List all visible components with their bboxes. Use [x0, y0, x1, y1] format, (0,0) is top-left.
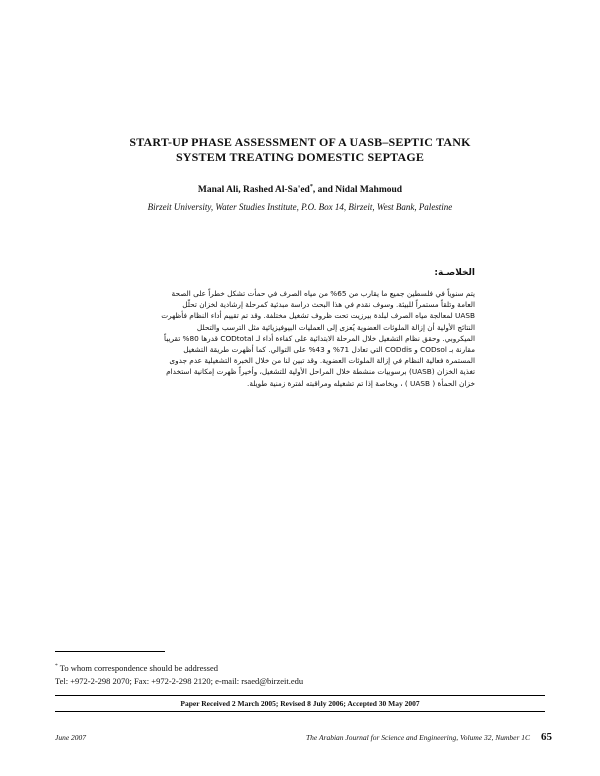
paper-title-line-2: SYSTEM TREATING DOMESTIC SEPTAGE	[175, 150, 425, 164]
abstract-line: يتم سنوياً في فلسطين جميع ما يقارب من 65% من مياه الصرف في حمأت تشكل خطراً على الصحة	[171, 289, 475, 298]
paper-title-line-1: START-UP PHASE ASSESSMENT OF A UASB–SEPTIC TANK	[129, 135, 471, 149]
received-dates: Paper Received 2 March 2005; Revised 8 July 2006; Accepted 30 May 2007	[180, 699, 420, 708]
abstract-line: المستمرة فعالية النظام في إزالة الملوثات العضوية. وقد تبين لنا من خلال الخبرة التشغيلية عدم جدوى	[169, 356, 475, 366]
abstract-line: UASB لمعالجة مياه الصرف لبلدة بيرزيت تحت ظروف تشغيل مختلفة. وقد تم تقييم أداء النظام فأظهرت	[161, 311, 475, 321]
footnote-correspondence-text: To whom correspondence should be addressed	[59, 663, 218, 673]
issue-date: June 2007	[55, 733, 87, 742]
author-names-rest: , and Nidal Mahmoud	[312, 185, 403, 196]
footnote-mark: *	[55, 663, 58, 670]
paper-title	[60, 135, 540, 165]
journal-citation: The Arabian Journal for Science and Engineering, Volume 32, Number 1C	[305, 733, 530, 742]
abstract-line: الميكروبي. وحقق نظام التشغيل خلال المرحلة الابتدائية على كفاءة أداء لـ CODtotal قدرها 80% تقريباً	[164, 333, 475, 343]
author-list	[60, 184, 540, 195]
received-bottom-rule	[55, 711, 545, 712]
affiliation: Birzeit University, Water Studies Institute, P.O. Box 14, Birzeit, West Bank, Palestine	[147, 202, 453, 212]
author-names: Manal Ali, Rashed Al-Sa'ed	[197, 185, 310, 196]
footnote-correspondence	[55, 663, 218, 673]
corresponding-author-mark: *	[309, 184, 313, 190]
abstract-body	[125, 288, 475, 389]
abstract-line: العامة وتلقاً مستمراً للبيئة. وسوف نقدم في هذا البحث دراسة مبدئية كمرحلة إرشادية لخزان تحلّل	[182, 300, 475, 310]
footnote-contact: Tel: +972-2-298 2070; Fax: +972-2-298 2120; e-mail: rsaed@birzeit.edu	[55, 676, 304, 686]
abstract-line: النتائج الأولية أن إزالة الملوثات العضوية يُعزى إلى العمليات البيوفيزيائية مثل الترسب والتحلل	[196, 322, 475, 332]
abstract-line: خزان الحمأة ( UASB ) ، وبخاصة إذا تم تشغيله ومراقبته لفترة زمنية طويلة.	[247, 378, 475, 388]
abstract-line: تغذية الخزان (UASB) برسوبيات منشطة خلال المراحل الأولية للتشغيل، وأخيراً ظهرت إمكانية استخدام	[166, 367, 475, 377]
abstract-heading: الخلاصـة:	[434, 268, 475, 278]
page-number: 65	[541, 731, 552, 743]
abstract-line: مقارنة بـ CODsol و CODdis التي تعادل 71% و 43% على التوالي. كما أظهرت طريقة التشغيل	[183, 345, 475, 355]
footnote-divider	[55, 651, 165, 652]
received-top-rule	[55, 695, 545, 696]
